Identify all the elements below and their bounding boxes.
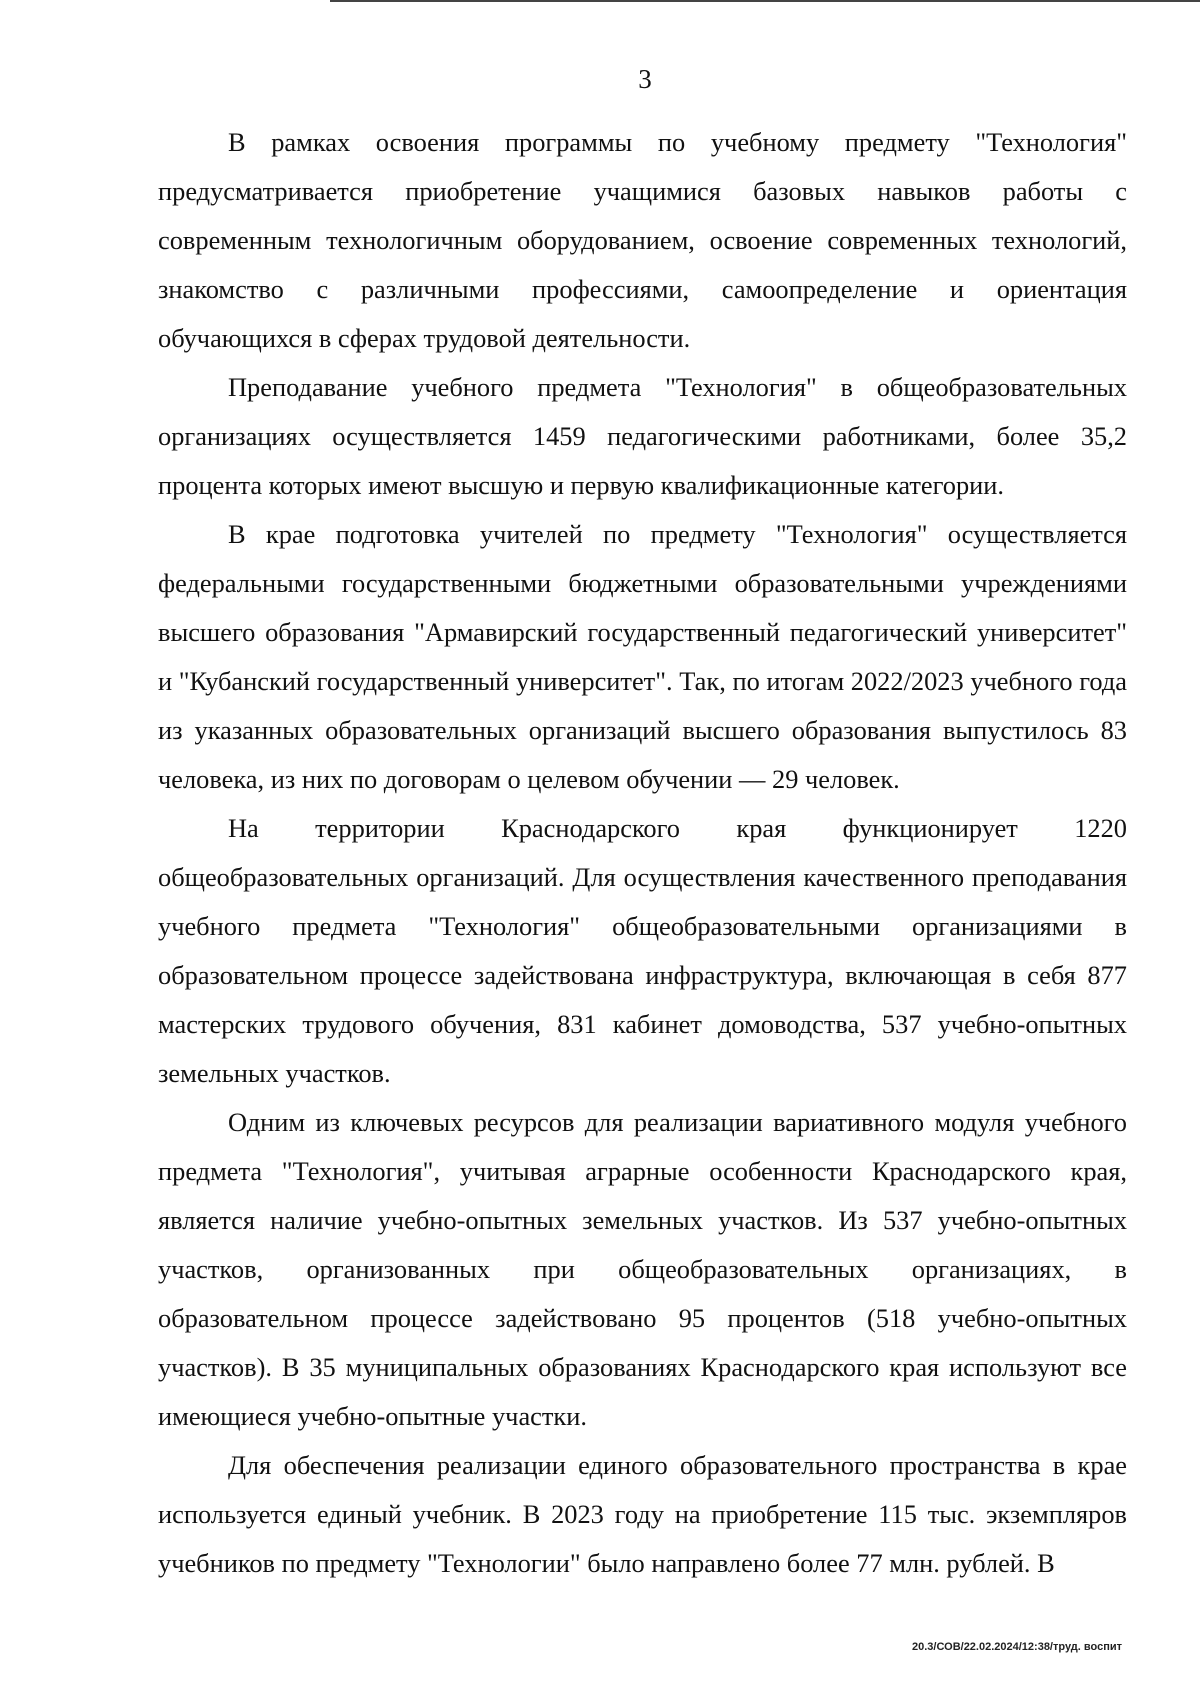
document-registration-code: 20.3/СОВ/22.02.2024/12:38/труд. воспит [912, 1641, 1122, 1653]
page-top-border [330, 0, 1200, 2]
paragraph-land-plots: Одним из ключевых ресурсов для реализации вариативного модуля учебного предмета "Технология", учитывая аграрные особенности Краснодарского края, является наличие учебно-опытных земельных участков. Из 537 учебно-опытных участков, организованных при общеобразовательных организациях, в образовательном процессе задействовано 95 процентов (518 учебно-опытных участков). В 35 муниципальных образованиях Краснодарского края используют все имеющиеся учебно-опытные участки. [158, 1107, 1127, 1431]
paragraph-teacher-training: В крае подготовка учителей по предмету "Технология" осуществляется федеральными государственными бюджетными образовательными учреждениями высшего образования "Армавирский государственный педагогический университет" и "Кубанский государственный университет". Так, по итогам 2022/2023 учебного года из указанных образовательных организаций высшего образования выпустилось 83 человека, из них по договорам о целевом обучении — 29 человек. [158, 519, 1127, 794]
paragraph-infrastructure: На территории Краснодарского края функционирует 1220 общеобразовательных организаций. Для осуществления качественного преподавания учебного предмета "Технология" общеобразовательными организациями в образовательном процессе задействована инфраструктура, включающая в себя 877 мастерских трудового обучения, 831 кабинет домоводства, 537 учебно-опытных земельных участков. [158, 813, 1127, 1088]
paragraph-teachers: Преподавание учебного предмета "Технология" в общеобразовательных организациях осуществляется 1459 педагогическими работниками, более 35,2 процента которых имеют высшую и первую квалификационные категории. [158, 372, 1127, 500]
page-number: 3 [638, 64, 652, 94]
document-body [158, 118, 1127, 1588]
paragraph-textbooks: Для обеспечения реализации единого образовательного пространства в крае используется единый учебник. В 2023 году на приобретение 115 тыс. экземпляров учебников по предмету "Технологии" было направлено более 77 млн. рублей. В [158, 1450, 1127, 1578]
paragraph-program: В рамках освоения программы по учебному предмету "Технология" предусматривается приобретение учащимися базовых навыков работы с современным технологичным оборудованием, освоение современных технологий, знакомство с различными профессиями, самоопределение и ориентация обучающихся в сферах трудовой деятельности. [158, 127, 1127, 353]
